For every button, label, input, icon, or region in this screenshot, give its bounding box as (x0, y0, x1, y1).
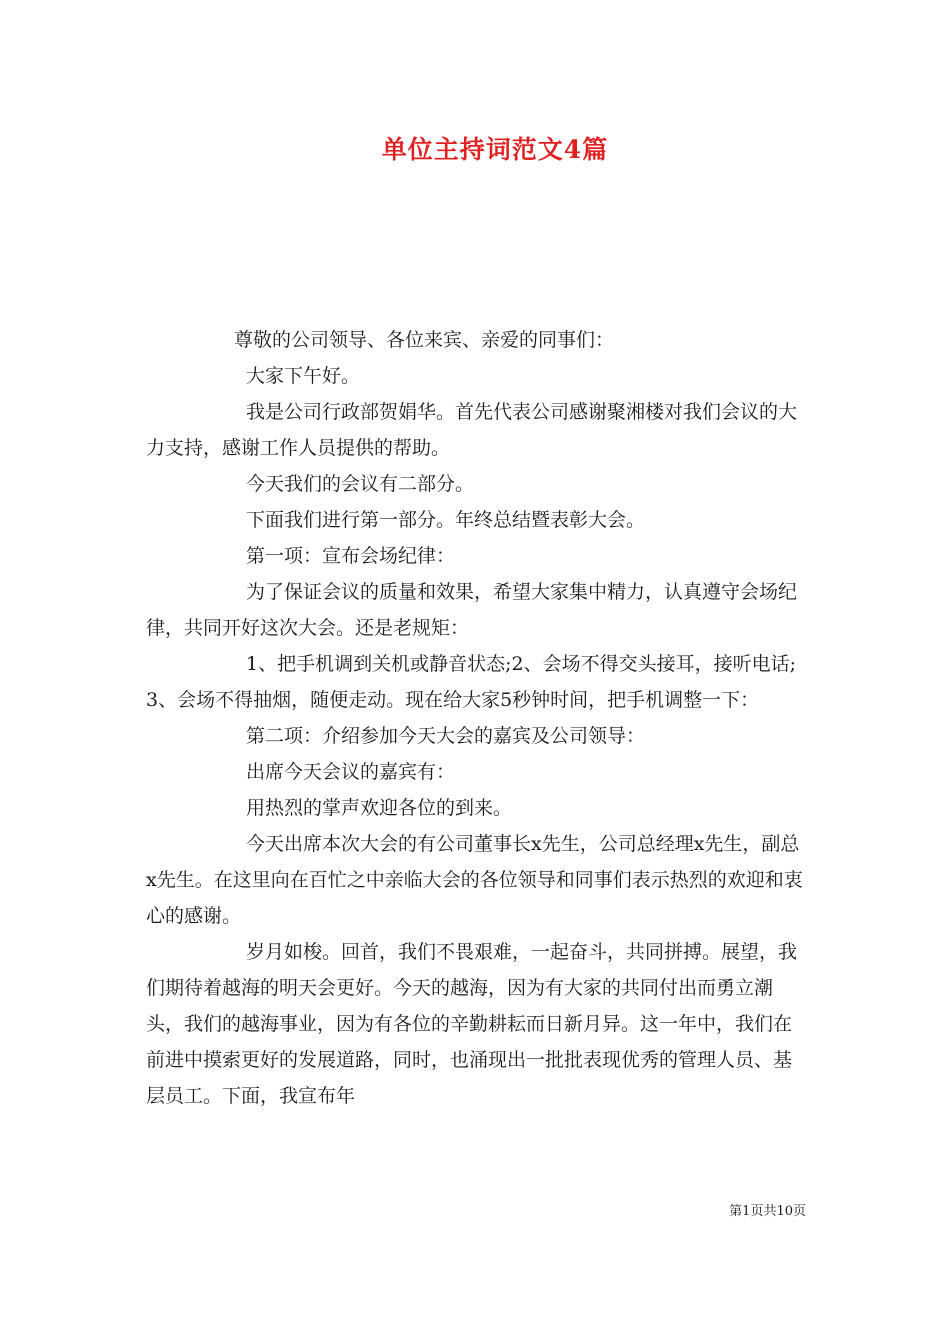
paragraph: 今天出席本次大会的有公司董事长x先生，公司总经理x先生，副总x先生。在这里向在百忙之中亲临大会的各位领导和同事们表示热烈的欢迎和衷心的感谢。 (146, 833, 803, 927)
paragraph: 1、把手机调到关机或静音状态;2、会场不得交头接耳，接听电话;3、会场不得抽烟，随便走动。现在给大家5秒钟时间，把手机调整一下： (146, 653, 796, 711)
paragraph: 第一项：宣布会场纪律： (246, 545, 456, 567)
page-number-footer: 第1页共10页 (729, 1204, 806, 1219)
paragraph: 大家下午好。 (246, 365, 361, 387)
paragraph: 今天我们的会议有二部分。 (246, 473, 475, 495)
paragraph: 出席今天会议的嘉宾有： (246, 761, 456, 783)
paragraph: 岁月如梭。回首，我们不畏艰难，一起奋斗，共同拼搏。展望，我们期待着越海的明天会更好。今天的越海，因为有大家的共同付出而勇立潮头，我们的越海事业，因为有各位的辛勤耕耘而日新月异。这一年中，我们在前进中摸索更好的发展道路，同时，也涌现出一批批表现优秀的管理人员、基层员工。下面，我宣布年 (146, 941, 798, 1107)
paragraph: 我是公司行政部贺娟华。首先代表公司感谢聚湘楼对我们会议的大力支持，感谢工作人员提供的帮助。 (146, 401, 798, 459)
paragraph: 下面我们进行第一部分。年终总结暨表彰大会。 (246, 509, 646, 531)
paragraph: 尊敬的公司领导、各位来宾、亲爱的同事们： (234, 329, 615, 351)
paragraph: 第二项：介绍参加今天大会的嘉宾及公司领导： (246, 725, 646, 747)
document-title: 单位主持词范文4篇 (381, 135, 609, 164)
paragraph: 为了保证会议的质量和效果，希望大家集中精力，认真遵守会场纪律，共同开好这次大会。还是老规矩： (146, 581, 798, 639)
paragraph: 用热烈的掌声欢迎各位的到来。 (246, 797, 513, 819)
document-body (146, 322, 806, 1114)
